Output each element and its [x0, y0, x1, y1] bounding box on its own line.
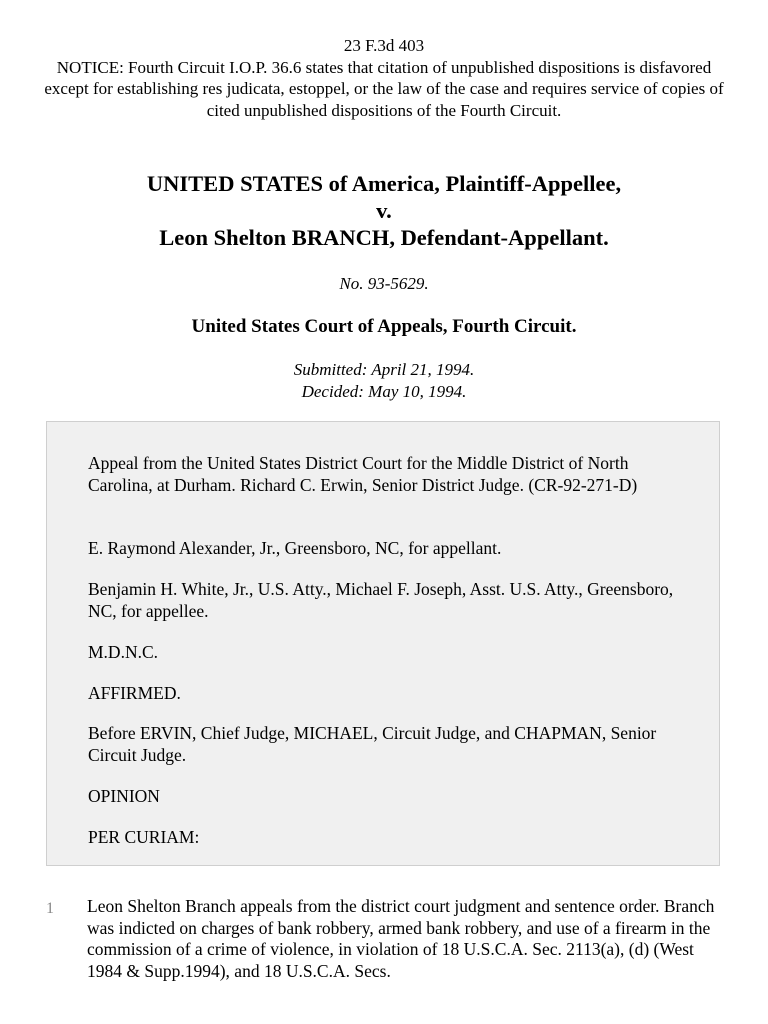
plaintiff-line: UNITED STATES of America, Plaintiff-Appellee, — [146, 171, 622, 196]
district-abbrev: M.D.N.C. — [88, 642, 159, 662]
appeal-from: Appeal from the United States District Court for the Middle District of North Carolina, at Durham. Richard C. Erwin, Senior District Judge. (CR-92-271-D) — [88, 453, 638, 495]
unpublished-notice: NOTICE: Fourth Circuit I.O.P. 36.6 states that citation of unpublished dispositions is disfavored except for establishing res judicata, estoppel, or the law of the case and requires service of copies of cited unpublished dispositions of the Fourth Circuit. — [44, 57, 724, 120]
opinion-paragraph: Leon Shelton Branch appeals from the district court judgment and sentence order. Branch was indicted on charges of bank robbery, armed bank robbery, and use of a firearm in the commission of a crime of violence, in violation of 18 U.S.C.A. Sec. 2113(a), (d) (West 1984 & Supp.1994), and 18 U.S.C.A. Secs. — [87, 896, 715, 981]
docket-number: No. 93-5629. — [339, 274, 429, 293]
judges-panel: Before ERVIN, Chief Judge, MICHAEL, Circuit Judge, and CHAPMAN, Senior Circuit Judge. — [88, 723, 657, 765]
appellant-counsel: E. Raymond Alexander, Jr., Greensboro, NC, for appellant. — [88, 538, 502, 558]
paragraph-number: 1 — [46, 900, 54, 917]
versus-line: v. — [376, 198, 392, 223]
defendant-line: Leon Shelton BRANCH, Defendant-Appellant. — [159, 225, 609, 250]
document-header — [40, 35, 728, 121]
case-dates — [40, 359, 728, 403]
case-caption — [40, 170, 728, 251]
case-summary-panel — [46, 421, 720, 866]
per-curiam: PER CURIAM: — [88, 827, 200, 847]
disposition: AFFIRMED. — [88, 683, 181, 703]
appellee-counsel: Benjamin H. White, Jr., U.S. Atty., Michael F. Joseph, Asst. U.S. Atty., Greensboro, NC, for appellee. — [88, 579, 674, 621]
decided-date: Decided: May 10, 1994. — [301, 382, 467, 401]
court-name: United States Court of Appeals, Fourth Circuit. — [191, 316, 577, 337]
opinion-label: OPINION — [88, 786, 160, 806]
citation: 23 F.3d 403 — [343, 36, 425, 55]
submitted-date: Submitted: April 21, 1994. — [293, 360, 475, 379]
